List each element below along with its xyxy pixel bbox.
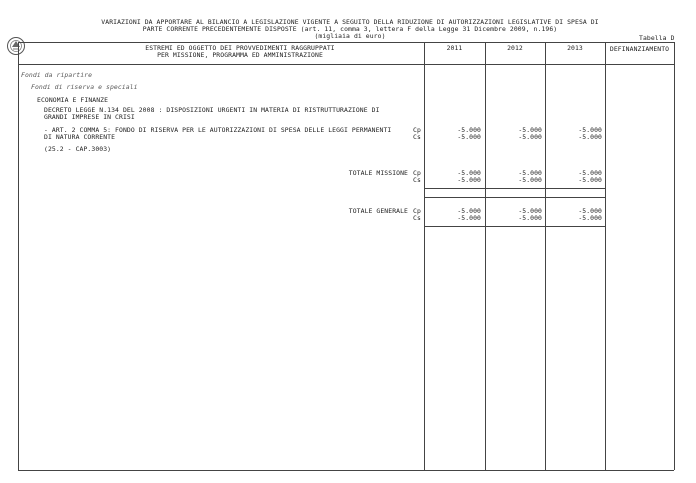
totale-missione-label: TOTALE MISSIONE	[348, 169, 408, 177]
totale-generale-cp-2012: -5.000	[518, 207, 542, 215]
description-header-line2: PER MISSIONE, PROGRAMMA ED AMMINISTRAZIONE	[157, 51, 323, 59]
totale-missione-cp-2012: -5.000	[518, 169, 542, 177]
missione-label: Fondi da ripartire	[21, 71, 93, 79]
art-cs-2013: -5.000	[578, 133, 602, 141]
table-bottom-border	[18, 470, 674, 471]
art-cs-label: Cs	[413, 133, 421, 141]
emblem-seal-icon	[6, 36, 26, 56]
document-units: (migliaia di euro)	[314, 32, 386, 40]
totale-generale-cs-2012: -5.000	[518, 214, 542, 222]
totale-generale-cp-label: Cp	[413, 207, 421, 215]
column-divider-2011	[424, 42, 425, 470]
art-cs-2012: -5.000	[518, 133, 542, 141]
year-header-2012: 2012	[507, 44, 523, 52]
art-cp-2011: -5.000	[457, 126, 481, 134]
articolo-line1: - ART. 2 COMMA 5: FONDO DI RISERVA PER LE AUTORIZZAZIONI DI SPESA DELLE LEGGI PERMANENTI	[44, 126, 392, 134]
subtotal-separator-2	[424, 197, 605, 198]
document-title-line2: PARTE CORRENTE PRECEDENTEMENTE DISPOSTE (art. 11, comma 3, lettera F della Legge 31 Dicembre 2009, n.196)	[142, 25, 558, 33]
totale-generale-label: TOTALE GENERALE	[348, 207, 408, 215]
table-label: Tabella D	[639, 34, 675, 42]
header-bottom-border-left	[18, 64, 424, 65]
subtotal-separator-1	[424, 188, 605, 189]
table-right-border	[674, 42, 675, 470]
totale-missione-cs-label: Cs	[413, 176, 421, 184]
totale-missione-cs-2013: -5.000	[578, 176, 602, 184]
totale-missione-cs-2012: -5.000	[518, 176, 542, 184]
art-cp-label: Cp	[413, 126, 421, 134]
totale-missione-cp-2011: -5.000	[457, 169, 481, 177]
decreto-line1: DECRETO LEGGE N.134 DEL 2008 : DISPOSIZIONI URGENTI IN MATERIA DI RISTRUTTURAZIONE DI	[44, 106, 380, 114]
table-left-border	[18, 42, 19, 470]
totale-generale-cs-2013: -5.000	[578, 214, 602, 222]
column-divider-definanziamento	[605, 42, 606, 470]
description-header-line1: ESTREMI ED OGGETTO DEI PROVVEDIMENTI RAGGRUPPATI	[145, 44, 335, 52]
total-separator	[424, 226, 605, 227]
totale-missione-cs-2011: -5.000	[457, 176, 481, 184]
totale-missione-cp-label: Cp	[413, 169, 421, 177]
document-title-line1: VARIAZIONI DA APPORTARE AL BILANCIO A LEGISLAZIONE VIGENTE A SEGUITO DELLA RIDUZIONE DI AUTORIZZAZIONI LEGISLATIVE DI SPESA DI	[101, 18, 599, 26]
art-cs-2011: -5.000	[457, 133, 481, 141]
header-bottom-border-right	[605, 64, 674, 65]
totale-missione-cp-2013: -5.000	[578, 169, 602, 177]
table-top-border	[18, 42, 674, 43]
totale-generale-cs-label: Cs	[413, 214, 421, 222]
totale-generale-cp-2013: -5.000	[578, 207, 602, 215]
articolo-line2: DI NATURA CORRENTE	[44, 133, 116, 141]
year-header-2013: 2013	[567, 44, 583, 52]
totale-generale-cp-2011: -5.000	[457, 207, 481, 215]
column-divider-2013	[545, 42, 546, 470]
year-header-2011: 2011	[446, 44, 463, 52]
art-cp-2013: -5.000	[578, 126, 602, 134]
amministrazione-label: ECONOMIA E FINANZE	[37, 96, 109, 104]
totale-generale-cs-2011: -5.000	[457, 214, 481, 222]
programma-label: Fondi di riserva e speciali	[31, 83, 138, 91]
header-bottom-border-years	[424, 64, 605, 65]
capitolo-reference: (25.2 - CAP.3003)	[44, 145, 112, 153]
art-cp-2012: -5.000	[518, 126, 542, 134]
decreto-line2: GRANDI IMPRESE IN CRISI	[44, 113, 135, 121]
column-divider-2012	[485, 42, 486, 470]
definanziamento-header: DEFINANZIAMENTO	[609, 45, 670, 53]
